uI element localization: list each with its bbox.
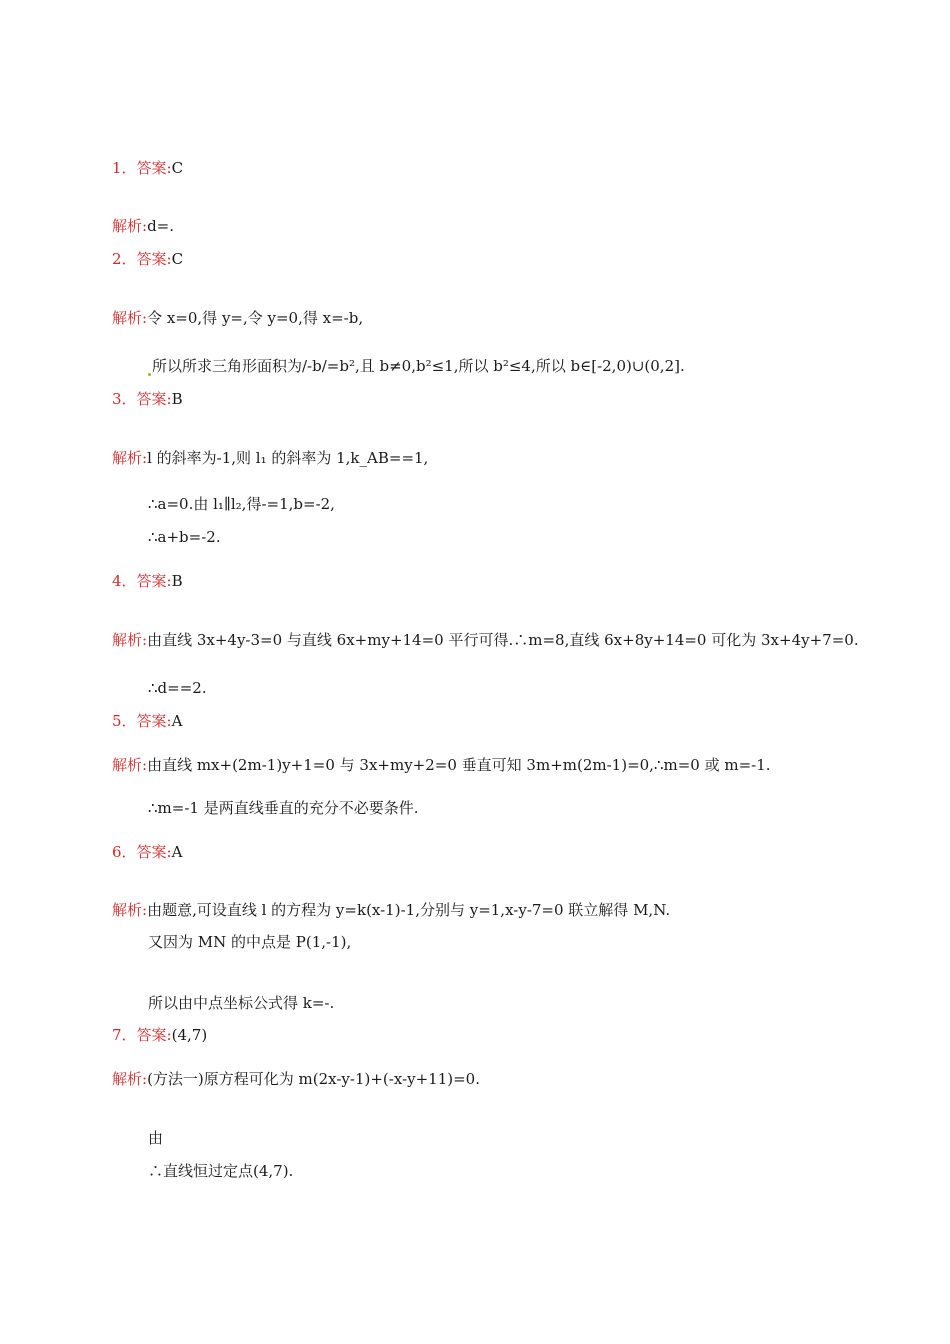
answer-value: C — [171, 250, 184, 268]
answer-label: 6．答案: — [112, 843, 172, 861]
explanation-6-continued — [148, 932, 351, 952]
explanation-label: 解析: — [112, 631, 148, 649]
answer-label: 3．答案: — [112, 390, 172, 408]
edit-mark-icon — [148, 373, 151, 376]
explanation-text: 由题意,可设直线 l 的方程为 y=k(x-1)-1,分别与 y=1,x-y-7=0 联立解得 M,N. — [147, 901, 671, 919]
explanation-text: 所以由中点坐标公式得 k=-. — [148, 994, 335, 1012]
answer-6 — [112, 842, 182, 862]
answer-value: B — [171, 390, 183, 408]
answer-label: 7．答案: — [112, 1026, 172, 1044]
explanation-text: d=. — [147, 217, 175, 235]
explanation-5-continued — [148, 798, 419, 818]
answer-1 — [112, 158, 183, 178]
explanation-3-conclusion — [148, 527, 221, 547]
explanation-6 — [112, 900, 670, 920]
explanation-text: ∴d==2. — [148, 679, 207, 697]
answer-5 — [112, 711, 182, 731]
answer-value: C — [171, 159, 184, 177]
explanation-text: 又因为 MN 的中点是 P(1,-1), — [148, 933, 352, 951]
explanation-text: l 的斜率为-1,则 l₁ 的斜率为 1,k_AB==1, — [147, 449, 429, 467]
answer-3 — [112, 389, 183, 409]
explanation-3 — [112, 448, 428, 468]
explanation-1 — [112, 216, 174, 236]
answer-label: 2．答案: — [112, 250, 172, 268]
answer-label: 4．答案: — [112, 572, 172, 590]
explanation-4 — [112, 630, 859, 650]
explanation-text: ∴直线恒过定点(4,7). — [148, 1162, 294, 1180]
explanation-text: 由直线 3x+4y-3=0 与直线 6x+my+14=0 平行可得.∴m=8,直线 6x+8y+14=0 可化为 3x+4y+7=0. — [147, 631, 859, 649]
explanation-3-continued — [148, 494, 335, 514]
explanation-2-continued — [148, 356, 685, 376]
explanation-text: 令 x=0,得 y=,令 y=0,得 x=-b, — [147, 309, 364, 327]
answer-value: B — [171, 572, 183, 590]
answer-4 — [112, 571, 183, 591]
explanation-text: ∴a+b=-2. — [148, 528, 221, 546]
explanation-4-continued — [148, 678, 207, 698]
answer-value: A — [171, 843, 183, 861]
explanation-label: 解析: — [112, 309, 148, 327]
explanation-label: 解析: — [112, 1070, 148, 1088]
answer-label: 1．答案: — [112, 159, 172, 177]
explanation-label: 解析: — [112, 449, 148, 467]
explanation-label: 解析: — [112, 217, 148, 235]
explanation-text: ∴m=-1 是两直线垂直的充分不必要条件. — [148, 799, 419, 817]
explanation-7-continued — [148, 1128, 163, 1148]
explanation-7 — [112, 1069, 480, 1089]
explanation-text: 由 — [148, 1129, 164, 1147]
answer-7 — [112, 1025, 207, 1045]
explanation-text: (方法一)原方程可化为 m(2x-y-1)+(-x-y+11)=0. — [147, 1070, 480, 1088]
explanation-text: ∴a=0.由 l₁∥l₂,得-=1,b=-2, — [148, 495, 335, 513]
explanation-label: 解析: — [112, 756, 148, 774]
answer-value: A — [171, 712, 183, 730]
explanation-label: 解析: — [112, 901, 148, 919]
explanation-5 — [112, 755, 771, 775]
answer-label: 5．答案: — [112, 712, 172, 730]
explanation-text: 所以所求三角形面积为/-b/=b²,且 b≠0,b²≤1,所以 b²≤4,所以 b∈[-2,0)∪(0,2]. — [152, 357, 685, 375]
explanation-text: 由直线 mx+(2m-1)y+1=0 与 3x+my+2=0 垂直可知 3m+m(2m-1)=0,∴m=0 或 m=-1. — [147, 756, 771, 774]
explanation-7-conclusion — [148, 1161, 293, 1181]
answer-value: (4,7) — [171, 1026, 208, 1044]
explanation-6-conclusion — [148, 993, 334, 1013]
explanation-2 — [112, 308, 363, 328]
answer-2 — [112, 249, 183, 269]
